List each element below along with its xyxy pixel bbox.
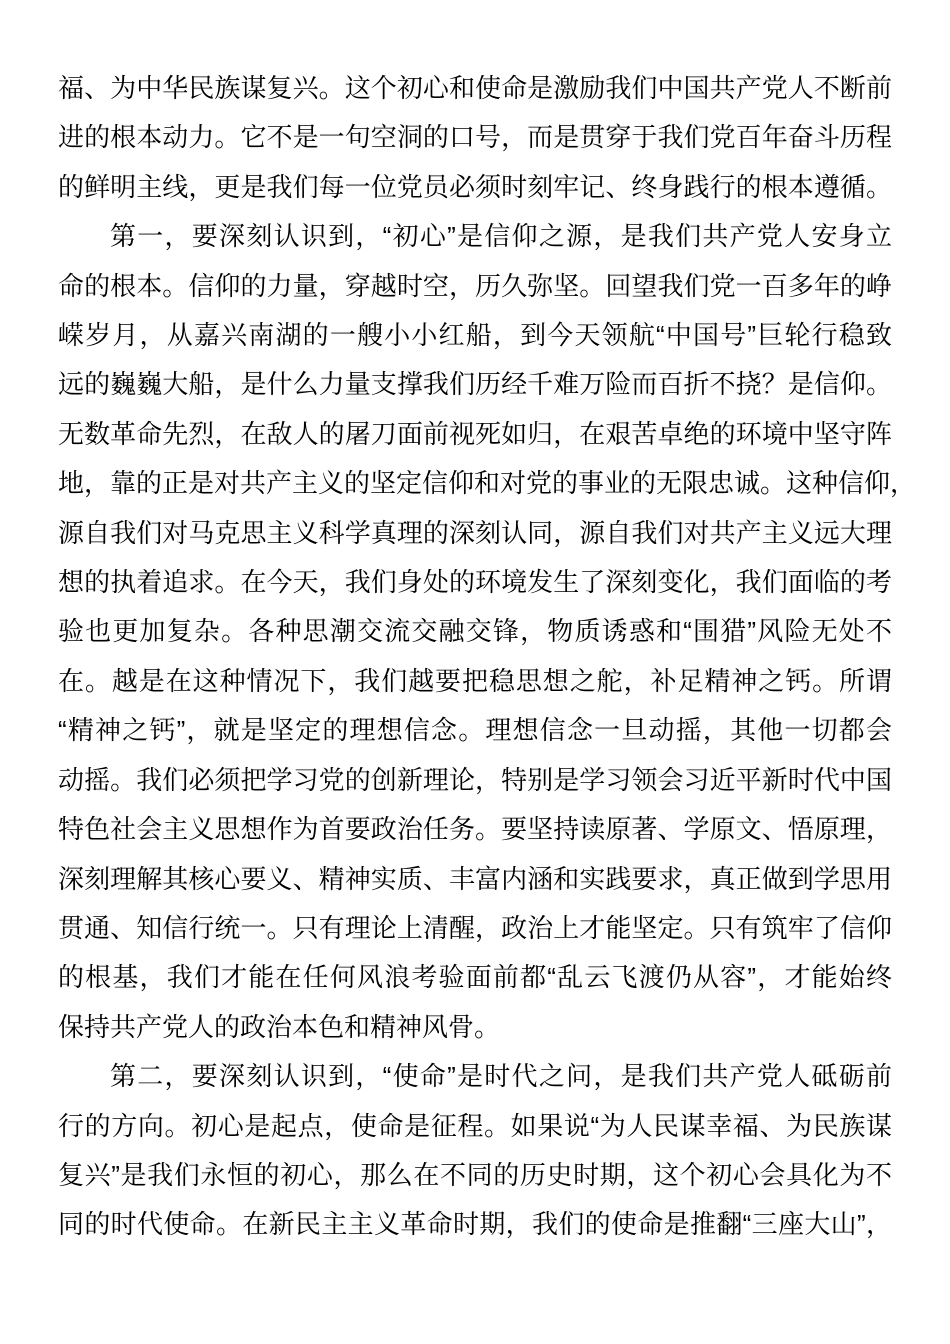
text-line: 在。越是在这种情况下，我们越要把稳思想之舵，补足精神之钙。所谓 <box>58 665 892 696</box>
text-line: 命的根本。信仰的力量，穿越时空，历久弥坚。回望我们党一百多年的峥 <box>58 270 892 301</box>
text-line: 无数革命先烈，在敌人的屠刀面前视死如归，在艰苦卓绝的环境中坚守阵 <box>58 418 892 449</box>
text-line: 同的时代使命。在新民主主义革命时期，我们的使命是推翻“三座大山”， <box>58 1209 892 1240</box>
text-line: 源自我们对马克思主义科学真理的深刻认同，源自我们对共产主义远大理 <box>58 517 892 548</box>
text-line: 验也更加复杂。各种思潮交流交融交锋，物质诱惑和“围猎”风险无处不 <box>58 616 892 647</box>
text-line: 福、为中华民族谋复兴。这个初心和使命是激励我们中国共产党人不断前 <box>58 73 892 103</box>
text-line: 嵘岁月，从嘉兴南湖的一艘小小红船，到今天领航“中国号”巨轮行稳致 <box>58 320 892 351</box>
text-line: 第二，要深刻认识到，“使命”是时代之问，是我们共产党人砥砺前 <box>110 1061 892 1092</box>
paragraph <box>58 212 917 1052</box>
text-line: 行的方向。初心是起点，使命是征程。如果说“为人民谋幸福、为民族谋 <box>58 1110 892 1141</box>
text-line: 动摇。我们必须把学习党的创新理论，特别是学习领会习近平新时代中国 <box>58 764 892 795</box>
text-line: 的根基，我们才能在任何风浪考验面前都“乱云飞渡仍从容”，才能始终 <box>58 962 892 993</box>
text-line: 远的巍巍大船，是什么力量支撑我们历经千难万险而百折不挠？是信仰。 <box>58 369 892 400</box>
text-line: 保持共产党人的政治本色和精神风骨。 <box>58 1011 501 1042</box>
text-line: 想的执着追求。在今天，我们身处的环境发生了深刻变化，我们面临的考 <box>58 567 892 598</box>
text-line: 的鲜明主线，更是我们每一位党员必须时刻牢记、终身践行的根本遵循。 <box>58 171 892 202</box>
text-line: 复兴”是我们永恒的初心，那么在不同的历史时期，这个初心会具化为不 <box>58 1159 892 1190</box>
paragraph <box>58 64 892 212</box>
text-line: 地，靠的正是对共产主义的坚定信仰和对党的事业的无限忠诚。这种信仰， <box>58 468 917 499</box>
text-line: 特色社会主义思想作为首要政治任务。要坚持读原著、学原文、悟原理， <box>58 814 892 845</box>
text-line: 进的根本动力。它不是一句空洞的口号，而是贯穿于我们党百年奋斗历程 <box>58 122 892 153</box>
text-line: 贯通、知信行统一。只有理论上清醒，政治上才能坚定。只有筑牢了信仰 <box>58 912 892 943</box>
text-line: 深刻理解其核心要义、精神实质、丰富内涵和实践要求，真正做到学思用 <box>58 863 892 894</box>
paragraph <box>58 1052 892 1250</box>
text-line: “精神之钙”，就是坚定的理想信念。理想信念一旦动摇，其他一切都会 <box>58 715 892 746</box>
text-line: 第一，要深刻认识到，“初心”是信仰之源，是我们共产党人安身立 <box>110 221 892 252</box>
